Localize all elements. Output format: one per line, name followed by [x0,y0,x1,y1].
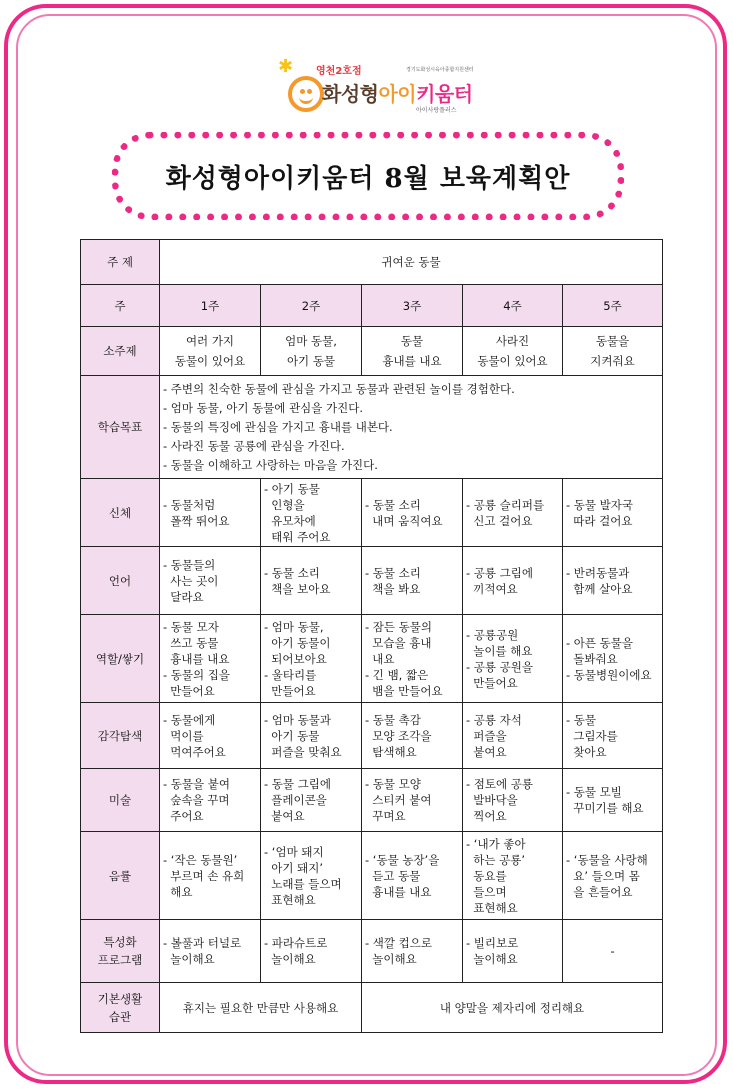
activity-row-body [81,479,663,547]
week-header: 5주 [563,285,663,327]
center-logo [278,56,478,122]
activity-row-sensory [81,703,663,769]
week-header: 1주 [160,285,261,327]
activity-row-art [81,769,663,832]
activity-cell: - 아픈 동물을 돌봐줘요 - 동물병원이에요 [563,615,663,703]
week-header: 3주 [362,285,463,327]
activity-cell: - ‘동물을 사랑해 요’ 들으며 몸 을 흔들어요 [563,832,663,920]
activity-label: 역할/쌓기 [81,615,160,703]
activity-cell: - [563,920,663,983]
goal-label: 학습목표 [81,376,160,479]
activity-cell: - 동물을 붙여 숲속을 꾸며 주어요 [160,769,261,832]
title-banner [112,132,624,220]
logo-branch: 영천2호점 [316,66,362,77]
activity-cell: - 동물에게 먹이를 먹여주어요 [160,703,261,769]
activity-cell: - 동물 그림자를 찾아요 [563,703,663,769]
activity-cell: - 파라슈트로 놀이해요 [261,920,362,983]
week-header: 2주 [261,285,362,327]
goal-item: - 주변의 친숙한 동물에 관심을 가지고 동물과 관련된 놀이를 경험한다. [163,381,515,396]
goal-item: - 동물을 이해하고 사랑하는 마음을 가진다. [163,457,378,472]
activity-cell: - 동물 발자국 따라 걸어요 [563,479,663,547]
habit-label: 기본생활 습관 [81,983,160,1033]
activity-cell: - ‘작은 동물원’ 부르며 손 유희 해요 [160,832,261,920]
activity-row-language [81,547,663,615]
page-title: 화성형아이키움터 8월 보육계획안 [165,163,571,194]
activity-cell: - 공룡 자석 퍼즐을 붙여요 [463,703,563,769]
star-icon: ✱ [278,56,294,77]
activity-cell: - 동물 모양 스티커 붙여 꾸며요 [362,769,463,832]
week-label: 주 [81,285,160,327]
activity-cell: - 동물 모자 쓰고 동물 흉내를 내요 - 동물의 집을 만들어요 [160,615,261,703]
logo-tagline: 아이사랑플러스 [416,107,457,114]
activity-label: 음률 [81,832,160,920]
subtheme-cell: 사라진 동물이 있어요 [463,327,563,376]
activity-cell: - ‘엄마 돼지 아기 돼지’ 노래를 들으며 표현해요 [261,832,362,920]
activity-cell: - 빌리보로 놀이해요 [463,920,563,983]
theme-value: 귀여운 동물 [160,240,663,285]
care-plan-table [80,239,663,1033]
activity-cell: - 동물 촉감 모양 조각을 탐색해요 [362,703,463,769]
theme-row [81,240,663,285]
activity-cell: - 반려동물과 함께 살아요 [563,547,663,615]
habit-row [81,983,663,1033]
activity-cell: - 동물 소리 내며 움직여요 [362,479,463,547]
activity-row-music [81,832,663,920]
activity-label: 특성화 프로그램 [81,920,160,983]
subtheme-cell: 동물을 지켜줘요 [563,327,663,376]
goal-item: - 사라진 동물 공룡에 관심을 가진다. [163,438,345,453]
smiley-face-icon [288,76,324,112]
week-header: 4주 [463,285,563,327]
habit-cell: 내 양말을 제자리에 정리해요 [362,983,663,1033]
goal-item: - 동물의 특징에 관심을 가지고 흉내를 내본다. [163,419,393,434]
activity-cell: - 동물 모빌 꾸미기를 해요 [563,769,663,832]
logo-wordmark: 화성형아이키움터 [322,82,473,106]
activity-cell: - 동물 소리 책을 보아요 [261,547,362,615]
activity-row-special-program [81,920,663,983]
activity-cell: - ‘동물 농장’을 듣고 동물 흉내를 내요 [362,832,463,920]
week-row [81,285,663,327]
activity-cell: - 점토에 공룡 발바닥을 찍어요 [463,769,563,832]
activity-cell: - 공룡 그림에 끼적여요 [463,547,563,615]
activity-label: 신체 [81,479,160,547]
subtheme-cell: 여러 가지 동물이 있어요 [160,327,261,376]
subtheme-label: 소주제 [81,327,160,376]
subtheme-cell: 동물 흉내를 내요 [362,327,463,376]
subtheme-row [81,327,663,376]
activity-cell: - 잠든 동물의 모습을 흉내 내요 - 긴 뱀, 짧은 뱀을 만들어요 [362,615,463,703]
activity-label: 미술 [81,769,160,832]
activity-cell: - ‘내가 좋아 하는 공룡’ 동요를 들으며 표현해요 [463,832,563,920]
activity-cell: - 아기 동물 인형을 유모차에 태워 주어요 [261,479,362,547]
activity-cell: - 엄마 동물과 아기 동물 퍼즐을 맞춰요 [261,703,362,769]
goal-item: - 엄마 동물, 아기 동물에 관심을 가진다. [163,400,364,415]
activity-cell: - 동물처럼 폴짝 뛰어요 [160,479,261,547]
activity-label: 언어 [81,547,160,615]
theme-label: 주 제 [81,240,160,285]
activity-cell: - 공룡공원 놀이를 해요 - 공룡 공원을 만들어요 [463,615,563,703]
goal-list [160,376,663,479]
activity-cell: - 동물 소리 책을 봐요 [362,547,463,615]
habit-cell: 휴지는 필요한 만큼만 사용해요 [160,983,362,1033]
goal-row [81,376,663,479]
activity-cell: - 동물들의 사는 곳이 달라요 [160,547,261,615]
activity-cell: - 엄마 동물, 아기 동물이 되어보아요 - 울타리를 만들어요 [261,615,362,703]
activity-cell: - 볼풀과 터널로 놀이해요 [160,920,261,983]
activity-label: 감각탐색 [81,703,160,769]
activity-cell: - 색깔 컵으로 놀이해요 [362,920,463,983]
subtheme-cell: 엄마 동물, 아기 동물 [261,327,362,376]
activity-cell: - 동물 그림에 플레이콘을 붙여요 [261,769,362,832]
logo-org: 경기도화성시육아종합지원센터 [406,67,474,73]
activity-cell: - 공룡 슬리퍼를 신고 걸어요 [463,479,563,547]
activity-row-role-block [81,615,663,703]
